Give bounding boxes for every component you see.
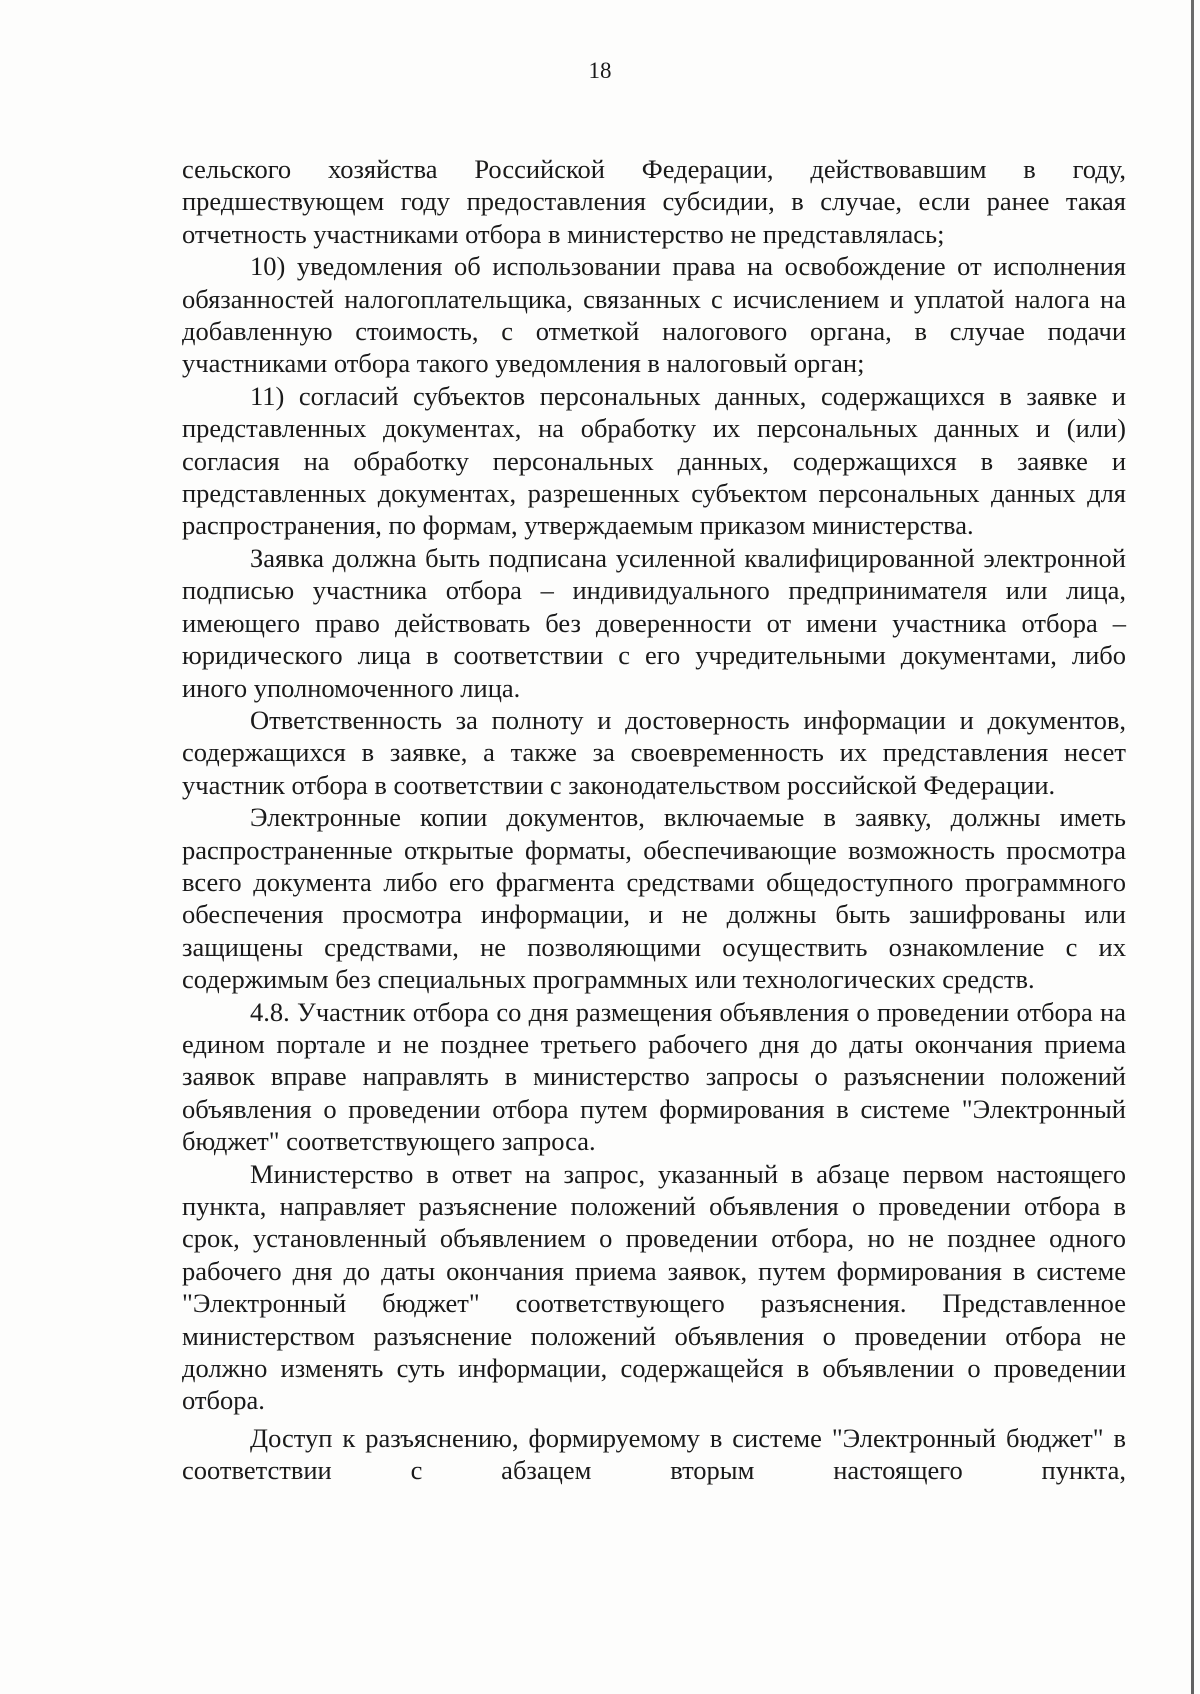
paragraph: 10) уведомления об использовании права на освобождение от исполнения обязанностей налогоплательщика, связанных с исчислением и уплатой налога на добавленную стоимость, с отметкой налогового органа, в случае подачи участниками отбора такого уведомления в налоговый орган;	[182, 251, 1126, 379]
document-body	[182, 153, 1126, 1487]
paragraph: Доступ к разъяснению, формируемому в системе "Электронный бюджет" в соответствии с абзацем вторым настоящего пункта,	[182, 1422, 1126, 1486]
page-number: 18	[588, 58, 612, 83]
paragraph: сельского хозяйства Российской Федерации, действовавшим в году, предшествующем году предоставления субсидии, в случае, если ранее такая отчетность участниками отбора в министерство не представлялась;	[182, 154, 1126, 249]
paragraph: Электронные копии документов, включаемые в заявку, должны иметь распространенные открытые форматы, обеспечивающие возможность просмотра всего документа либо его фрагмента средствами общедоступного программного обеспечения просмотра информации, и не должны быть зашифрованы или защищены средствами, не позволяющими осуществить ознакомление с их содержимым без специальных программных или технологических средств.	[182, 802, 1126, 995]
paragraph: 4.8. Участник отбора со дня размещения объявления о проведении отбора на едином портале и не позднее третьего рабочего дня до даты окончания приема заявок вправе направлять в министерство запросы о разъяснении положений объявления о проведении отбора путем формирования в системе "Электронный бюджет" соответствующего запроса.	[182, 996, 1126, 1157]
paragraph: 11) согласий субъектов персональных данных, содержащихся в заявке и представленных документах, на обработку их персональных данных и (или) согласия на обработку персональных данных, содержащихся в заявке и представленных документах, разрешенных субъектом персональных данных для распространения, по формам, утверждаемым приказом министерства.	[182, 380, 1126, 541]
paragraph: Министерство в ответ на запрос, указанный в абзаце первом настоящего пункта, направляет разъяснение положений объявления о проведении отбора в срок, установленный объявлением о проведении отбора, но не позднее одного рабочего дня до даты окончания приема заявок, путем формирования в системе "Электронный бюджет" соответствующего разъяснения. Представленное министерством разъяснение положений объявления о проведении отбора не должно изменять суть информации, содержащейся в объявлении о проведении отбора.	[182, 1158, 1126, 1416]
paragraph: Заявка должна быть подписана усиленной квалифицированной электронной подписью участника отбора – индивидуального предпринимателя или лица, имеющего право действовать без доверенности от имени участника отбора – юридического лица в соответствии с его учредительными документами, либо иного уполномоченного лица.	[182, 542, 1126, 703]
paragraph: Ответственность за полноту и достоверность информации и документов, содержащихся в заявке, а также за своевременность их представления несет участник отбора в соответствии с законодательством российской Федерации.	[182, 704, 1126, 800]
scan-edge	[1191, 0, 1194, 1694]
